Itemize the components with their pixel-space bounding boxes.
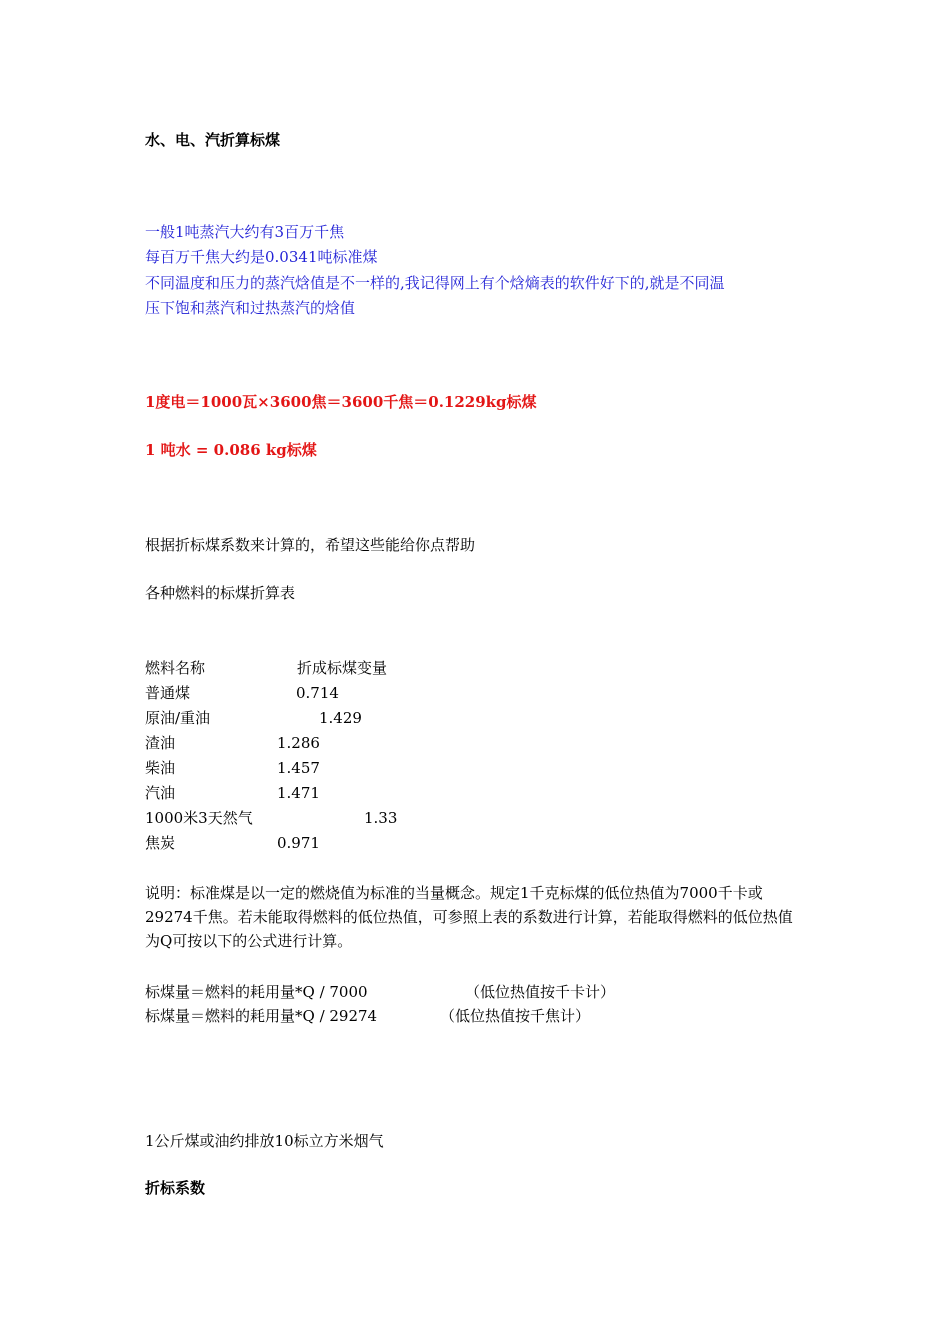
table-title: 各种燃料的标煤折算表 (145, 584, 296, 602)
document-title: 水、电、汽折算标煤 (145, 131, 281, 149)
formula-kcal-note: （低位热值按千卡计） (465, 983, 616, 1001)
table-row-name: 柴油 (145, 759, 176, 777)
formula-kcal: 标煤量＝燃料的耗用量*Q / 7000 (145, 983, 368, 1001)
flue-gas-note: 1公斤煤或油约排放10标立方米烟气 (145, 1132, 384, 1150)
table-row-name: 汽油 (145, 784, 176, 802)
steam-note-4: 压下饱和蒸汽和过热蒸汽的焓值 (145, 299, 356, 317)
table-row-value: 0.714 (296, 684, 339, 702)
table-row-name: 1000米3天然气 (145, 809, 253, 827)
table-row-value: 1.457 (277, 759, 320, 777)
intro-text: 根据折标煤系数来计算的，希望这些能给你点帮助 (145, 536, 476, 554)
table-header-name: 燃料名称 (145, 659, 206, 677)
table-header-value: 折成标煤变量 (297, 659, 388, 677)
explanation-paragraph: 说明：标准煤是以一定的燃烧值为标准的当量概念。规定1千克标煤的低位热值为7000千卡或29274千焦。若未能取得燃料的低位热值，可参照上表的系数进行计算，若能取得燃料的低位热值为Q可按以下的公式进行计算。 (145, 884, 793, 950)
steam-note-2: 每百万千焦大约是0.0341吨标准煤 (145, 248, 378, 266)
table-row-value: 1.33 (364, 809, 398, 827)
formula-kj-note: （低位热值按千焦计） (440, 1007, 591, 1025)
table-row-value: 1.471 (277, 784, 320, 802)
steam-note-3: 不同温度和压力的蒸汽焓值是不一样的,我记得网上有个焓熵表的软件好下的,就是不同温 (145, 274, 725, 292)
table-row-name: 原油/重油 (145, 709, 211, 727)
table-row-value: 0.971 (277, 834, 320, 852)
water-conversion: 1 吨水 = 0.086 kg标煤 (145, 441, 317, 459)
table-row-value: 1.429 (319, 709, 362, 727)
table-row-name: 普通煤 (145, 684, 191, 702)
table-row-value: 1.286 (277, 734, 320, 752)
table-row-name: 焦炭 (145, 834, 176, 852)
section-heading: 折标系数 (145, 1179, 206, 1197)
formula-kj: 标煤量＝燃料的耗用量*Q / 29274 (145, 1007, 378, 1025)
electricity-conversion: 1度电＝1000瓦×3600焦＝3600千焦＝0.1229kg标煤 (145, 393, 537, 411)
table-row-name: 渣油 (145, 734, 176, 752)
steam-note-1: 一般1吨蒸汽大约有3百万千焦 (145, 223, 345, 241)
